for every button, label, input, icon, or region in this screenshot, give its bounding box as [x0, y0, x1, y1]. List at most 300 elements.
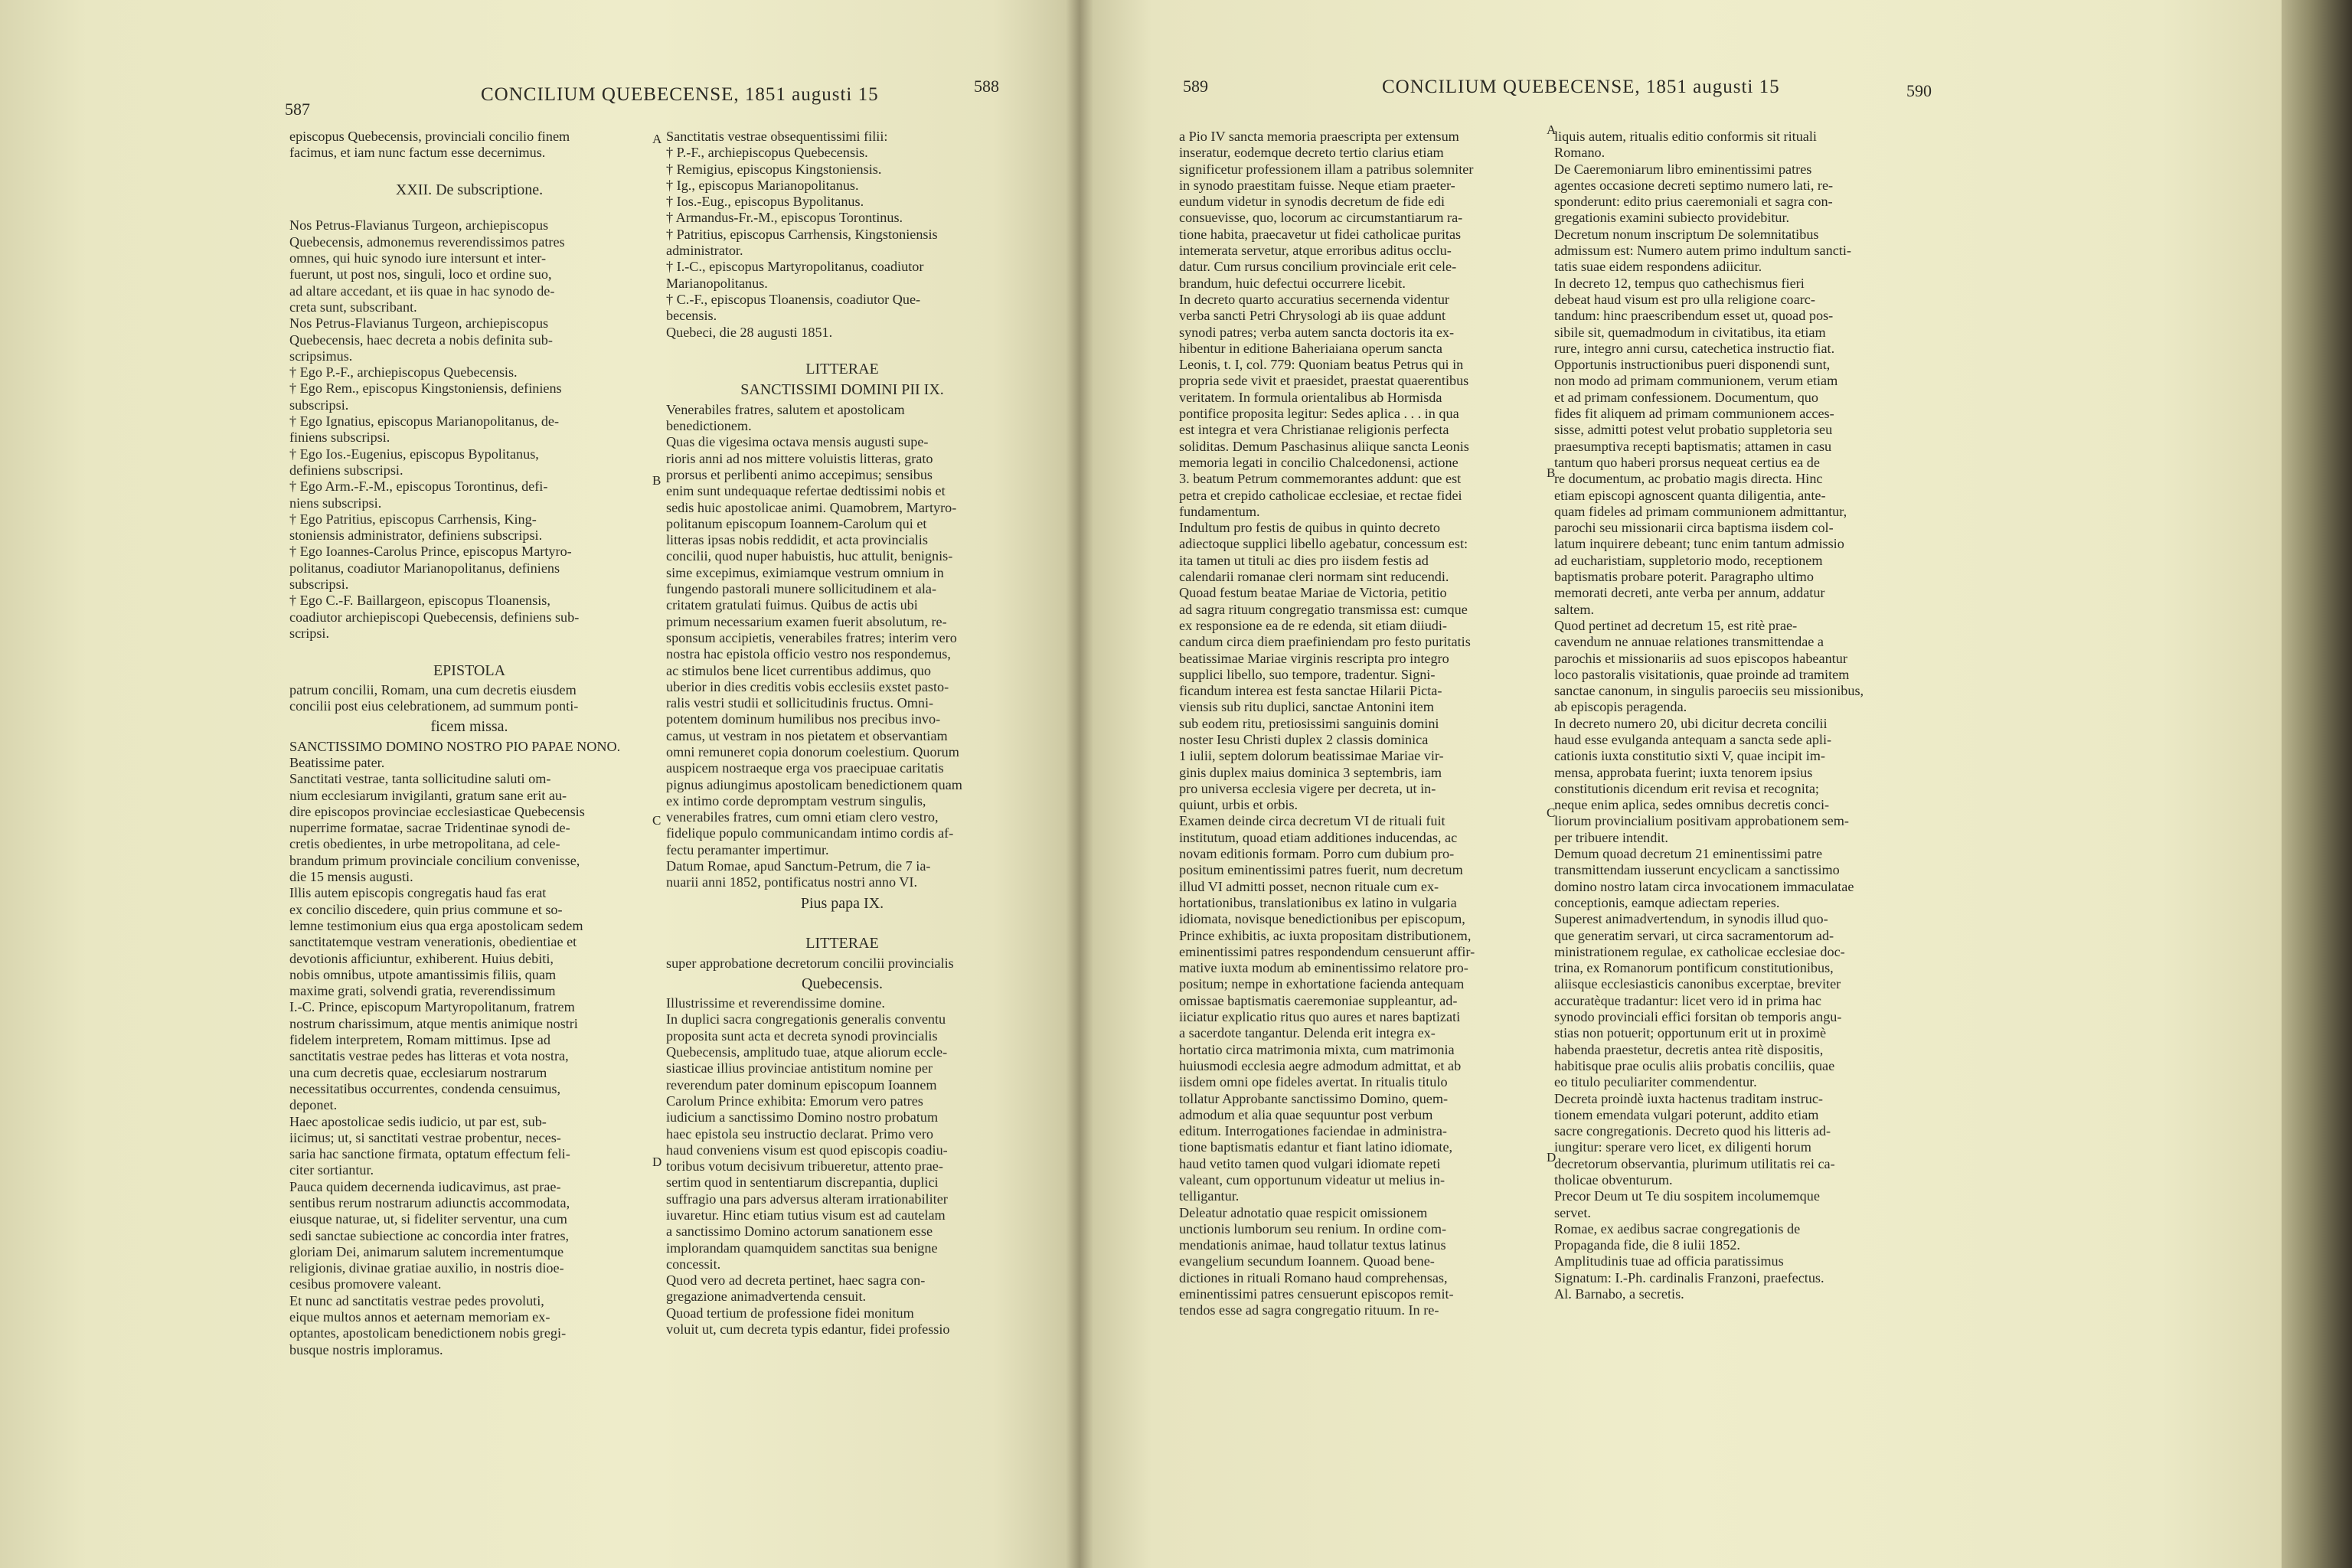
text-line: tione habita, praecavetur ut fidei catholicae puritas — [1179, 226, 1462, 242]
text-line: iiciatur explicatio ritus quo aures et nares baptizati — [1179, 1009, 1461, 1025]
text-line: † Ego Ios.-Eugenius, episcopus Bypolitanus, — [289, 446, 539, 462]
text-line: Et nunc ad sanctitatis vestrae pedes provoluti, — [289, 1292, 544, 1308]
text-line: ex concilio discedere, quin prius commune et so- — [289, 901, 563, 917]
text-line: iudicium a sanctissimo Domino nostro probatum — [666, 1109, 939, 1125]
text-line: Prince exhibitis, ac iuxta propositam distributionem, — [1179, 927, 1472, 943]
text-line: haec epistola seu instructio declarat. Primo vero — [666, 1125, 933, 1142]
text-line: positum eminentissimi patres fuerit, num decretum — [1179, 862, 1463, 878]
text-line: Precor Deum ut Te diu sospitem incolumemque — [1554, 1188, 1820, 1204]
text-line: habenda praestetur, decretis antea ritè dispositis, — [1554, 1041, 1824, 1057]
text-line: enim sunt undequaque refertae dedtissimi nobis et — [666, 483, 946, 499]
margin-letter-d: D — [652, 1155, 662, 1169]
text-line: tendos esse ad sagra congregatio rituum. In re- — [1179, 1302, 1439, 1318]
text-line: eminentissimi patres censuerunt episcopos remit- — [1179, 1286, 1454, 1302]
text-line: Quebeci, die 28 augusti 1851. — [666, 324, 833, 340]
text-line: † Armandus-Fr.-M., episcopus Torontinus. — [666, 210, 903, 226]
text-line: synodi patres; verba autem sancta doctoris ita ex- — [1179, 324, 1455, 340]
text-line: super approbatione decretorum concilii provincialis — [666, 955, 954, 971]
text-line: critatem gratulati fuimus. Quibus de actis ubi — [666, 597, 918, 613]
text-line: In decreto quarto accuratius secernenda videntur — [1179, 291, 1449, 307]
text-line: supplici libello, suo tempore, tradentur. Signi- — [1179, 666, 1436, 682]
text-line: † Ego Patritius, episcopus Carrhensis, King- — [289, 511, 537, 527]
text-line: Signatum: I.-Ph. cardinalis Franzoni, praefectus. — [1554, 1269, 1824, 1285]
text-line: † Ego Ignatius, episcopus Marianopolitanus, de- — [289, 413, 560, 430]
text-line: pontifice proposita legitur: Sedes aplica . . . in qua — [1179, 406, 1459, 422]
text-line: conceptionis, eamque adiectam reperies. — [1554, 894, 1780, 910]
text-line: die 15 mensis augusti. — [289, 869, 413, 885]
text-line: in synodo praestitam fuisse. Neque etiam praeter- — [1179, 177, 1455, 193]
text-line: latum inquirere debeant; tunc enim tantum admissio — [1554, 536, 1844, 552]
margin-letter-d-right: D — [1547, 1150, 1557, 1165]
text-line: sertim quod in sententiarum discrepantia, duplici — [666, 1174, 939, 1191]
text-line: gregazione animadvertenda censuit. — [666, 1289, 867, 1305]
text-line: mensa, approbata fuerint; iuxta tenorem ipsius — [1554, 764, 1813, 780]
text-line: Superest animadvertendum, in synodis illud quo- — [1554, 911, 1828, 927]
text-line: episcopus Quebecensis, provinciali concilio finem — [289, 129, 570, 144]
text-line: cavendum ne annuae relationes transmittendae a — [1554, 634, 1824, 650]
text-line: Nos Petrus-Flavianus Turgeon, archiepiscopus — [289, 315, 549, 332]
text-line: institutum, quoad etiam additiones inducendas, ac — [1179, 829, 1458, 845]
text-line: Venerabiles fratres, salutem et apostolicam — [666, 401, 905, 417]
text-line: debeat haud visum est pro ulla religione coarc- — [1554, 291, 1815, 307]
text-line: primum necessarium examen fuerit absolutum, re- — [666, 613, 947, 629]
page-number-590: 590 — [1906, 81, 1932, 100]
text-line: haud esse evulganda antequam a sancta sede apli- — [1554, 731, 1832, 747]
text-line: ad altare accedant, et iis quae in hac synodo de- — [289, 283, 555, 299]
text-line: concessit. — [666, 1256, 721, 1272]
page-number-587: 587 — [285, 100, 310, 119]
text-line: verba sancti Petri Chrysologi ab iis quae addunt — [1179, 308, 1446, 324]
text-line: servet. — [1554, 1204, 1591, 1220]
text-line: potentem dominum humilibus nos precibus invo- — [666, 711, 941, 727]
text-line: ac stimulos bene licet currentibus addimus, quo — [666, 662, 931, 678]
text-line: calendarii romanae cleri normam sint reducendi. — [1179, 569, 1449, 585]
text-line: I.-C. Prince, episcopum Martyropolitanum, fratrem — [289, 999, 575, 1015]
margin-letter-a: A — [652, 132, 662, 146]
text-line — [289, 642, 649, 658]
text-line: eundum videtur in synodis decretum de fide edi — [1179, 194, 1445, 210]
text-line: sanctitatis vestrae pedes has litteras et vota nostra, — [289, 1048, 569, 1064]
text-line: † Ego Rem., episcopus Kingstoniensis, definiens — [289, 381, 562, 397]
text-line: eiusque naturae, ut, si fideliter serventur, una cum — [289, 1211, 567, 1227]
text-line: † I.-C., episcopus Martyropolitanus, coadiutor — [666, 259, 924, 275]
text-line: intemerata servetur, atque erroribus aditus occlu- — [1179, 243, 1452, 259]
text-line: benedictionem. — [666, 418, 752, 434]
text-line: coadiutor archiepiscopi Quebecensis, definiens sub- — [289, 609, 580, 625]
text-line: XXII. De subscriptione. — [395, 181, 544, 198]
text-line: tollatur Approbante sanctissimo Domino, quem- — [1179, 1090, 1449, 1106]
text-line: mative iuxta modum ab eminentissimo relatore pro- — [1179, 960, 1468, 976]
text-line: memorati decreti, ante verba per annum, addatur — [1554, 585, 1825, 601]
text-line: Sanctitatis vestrae obsequentissimi filii: — [666, 129, 888, 144]
text-line: synodo provinciali effici forsitan ob temporis angu- — [1554, 1009, 1842, 1025]
text-line: baptismatis probare poterit. Paragrapho ultimo — [1554, 569, 1814, 585]
text-line: scripsi. — [289, 625, 330, 641]
text-line: † Ego C.-F. Baillargeon, episcopus Tloanensis, — [289, 593, 550, 609]
text-line: candum circa diem praefiniendam pro festo puritatis — [1179, 634, 1471, 650]
text-line: re documentum, ac probatio magis directa. Hinc — [1554, 471, 1823, 487]
text-line: sacre congregationis. Decreto quod his litteris ad- — [1554, 1123, 1831, 1139]
text-line: Pauca quidem decernenda iudicavimus, ast prae- — [289, 1178, 561, 1194]
text-line: fuerunt, ut post nos, singuli, loco et ordine suo, — [289, 266, 552, 283]
text-line: Quebecensis, admonemus reverendissimos patres — [289, 234, 565, 250]
text-line: tione baptismatis edantur et fiant latino idiomate, — [1179, 1139, 1453, 1155]
text-line: venerabiles fratres, cum omni etiam clero vestro, — [666, 809, 939, 825]
text-line — [666, 341, 1018, 357]
text-line: EPISTOLA — [433, 662, 506, 679]
text-line: prorsus et perlibenti animo accepimus; sensibus — [666, 466, 933, 482]
text-line: tionem emendata vulgari poterunt, addito etiam — [1554, 1106, 1819, 1122]
text-line: SANCTISSIMO DOMINO NOSTRO PIO PAPAE NONO. — [289, 738, 621, 754]
text-line: litteras ipsas nobis reddidit, et acta provincialis — [666, 532, 928, 548]
text-line: dictiones in rituali Romano haud comprehensas, — [1179, 1269, 1448, 1285]
text-line: Decreta proindè iuxta hactenus traditam instruc- — [1554, 1090, 1823, 1106]
text-column-3 — [1179, 129, 1545, 1491]
text-line: per tribuere intendit. — [1554, 829, 1668, 845]
text-line: sentibus rerum nostrarum adiunctis accommodata, — [289, 1195, 570, 1210]
book-gutter — [1066, 0, 1093, 1568]
right-running-header: CONCILIUM QUEBECENSE, 1851 augusti 15 — [1382, 77, 1780, 97]
text-line: Quod pertinet ad decretum 15, est ritè prae- — [1554, 617, 1798, 633]
text-line: pignus adiungimus apostolicam benedictionem quam — [666, 776, 962, 792]
text-line: fectu peramanter impertimur. — [666, 841, 829, 858]
text-line: liquis autem, ritualis editio conformis sit rituali — [1554, 129, 1817, 144]
text-line: † Ego P.-F., archiepiscopus Quebecensis. — [289, 364, 518, 381]
text-line: † Ego Arm.-F.-M., episcopus Torontinus, defi- — [289, 479, 548, 495]
text-line: haud conveniens visum est quod episcopis coadiu- — [666, 1142, 948, 1158]
text-line: patrum concilii, Romam, una cum decretis eiusdem — [289, 681, 577, 697]
text-line: positum; nempe in exhortatione facienda antequam — [1179, 976, 1465, 992]
text-line: editum. Interrogationes faciendae in administra- — [1179, 1123, 1447, 1139]
text-line: trina, ex Romanorum pontificum constitutionibus, — [1554, 960, 1834, 976]
text-line: Amplitudinis tuae ad officia paratissimus — [1554, 1253, 1784, 1269]
text-line: non modo ad primam communionem, verum etiam — [1554, 373, 1838, 389]
text-line: Pius papa IX. — [800, 894, 884, 912]
text-line: a Pio IV sancta memoria praescripta per extensum — [1179, 129, 1459, 144]
text-line: rioris anni ad nos mittere voluistis litteras, grato — [666, 450, 933, 466]
text-line: fidelique populo communicandam intimo cordis af- — [666, 825, 954, 841]
text-line: sponderunt: edito prius caeremoniali et sagra con- — [1554, 194, 1833, 210]
margin-letter-c-right: C — [1547, 805, 1556, 820]
text-column-2 — [666, 129, 1018, 1499]
text-line: ralis vestri studii et sollicitudinis fructus. Omni- — [666, 695, 934, 711]
text-line: concilii, quod nuper habuistis, huc attulit, benignis- — [666, 548, 953, 564]
text-line: Propaganda fide, die 8 iulii 1852. — [1554, 1237, 1740, 1253]
text-line: Deleatur adnotatio quae respicit omissionem — [1179, 1204, 1428, 1220]
text-line: politanus, coadiutor Marianopolitanus, definiens — [289, 560, 560, 576]
text-line: fungendo pastorali munere sollicitudinem et ala- — [666, 581, 937, 597]
text-line: In decreto 12, tempus quo cathechismus fieri — [1554, 275, 1805, 291]
text-line: ad sagra rituum congregatio transmissa est: cumque — [1179, 601, 1468, 617]
text-line: parochi seu missionarii circa baptisma iisdem col- — [1554, 520, 1834, 536]
text-line: decretorum observantia, plurimum utilitatis rei ca- — [1554, 1155, 1835, 1171]
text-line: nium ecclesiarum invigilanti, gratum sane erit au- — [289, 787, 567, 803]
text-line: ginis duplex maius dominica 3 septembris, iam — [1179, 764, 1442, 780]
text-line: mendationis animae, haud tollatur textus latinus — [1179, 1237, 1446, 1253]
text-line: unctionis lumborum seu renium. In ordine com- — [1179, 1220, 1447, 1236]
text-line: quam fideles ad primam communionem admittantur, — [1554, 503, 1847, 519]
text-line: dire episcopos provinciae ecclesiasticae Quebecensis — [289, 803, 585, 819]
text-line: † Ego Ioannes-Carolus Prince, episcopus Martyro- — [289, 544, 572, 560]
text-line: noster Iesu Christi duplex 2 classis dominica — [1179, 731, 1429, 747]
text-line: Quebecensis. — [801, 975, 884, 992]
text-line: LITTERAE — [805, 361, 879, 378]
text-line: illud VI admitti posset, necnon rituale cum ex- — [1179, 878, 1439, 894]
text-line: neque enim aplica, sedes omnibus decretis conci- — [1554, 797, 1830, 813]
text-line: datur. Cum rursus concilium provinciale erit cele- — [1179, 259, 1457, 275]
text-line: fidelem interpretem, Romam mittimus. Ipse ad — [289, 1032, 550, 1048]
text-line: tatis suae eidem respondens adiicitur. — [1554, 259, 1762, 275]
text-line: nuarii anni 1852, pontificatus nostri anno VI. — [666, 874, 917, 890]
text-line: concilii post eius celebrationem, ad summum ponti- — [289, 698, 579, 714]
margin-letter-a-right: A — [1547, 122, 1557, 137]
text-line: brandum primum provinciale concilium convenisse, — [289, 852, 580, 868]
text-line: viensis sub ritu duplici, sanctae Antonini item — [1179, 699, 1434, 715]
text-line: sedis huic apostolicae animi. Quamobrem, Martyro- — [666, 499, 957, 515]
text-line: Indultum pro festis de quibus in quinto decreto — [1179, 520, 1440, 536]
text-line: definiens subscripsi. — [289, 462, 403, 478]
text-line: Decretum nonum inscriptum De solemnitatibus — [1554, 226, 1819, 242]
text-line: idiomata, novisque benedictionibus per episcopum, — [1179, 911, 1465, 927]
text-line: maxime grati, solvendi gratia, reverendissimum — [289, 983, 556, 999]
text-line: † C.-F., episcopus Tloanensis, coadiutor Que- — [666, 291, 921, 307]
text-line: optantes, apostolicam benedictionem nobis gregi- — [289, 1325, 567, 1341]
text-line: significetur professionem illam a patribus solemniter — [1179, 161, 1474, 177]
text-line: iungitur: sperare vero licet, ex diligenti horum — [1554, 1139, 1811, 1155]
text-line: hortationibus, translationibus ex latino in vulgaria — [1179, 894, 1457, 910]
text-line: Romae, ex aedibus sacrae congregationis de — [1554, 1220, 1801, 1236]
text-line: eique multos annos et aeternam memoriam ex- — [289, 1309, 550, 1325]
text-line: propria sede vivit et praesidet, praestat quaerentibus — [1179, 373, 1469, 389]
text-line: Datum Romae, apud Sanctum-Petrum, die 7 ia- — [666, 858, 931, 874]
text-line: In decreto numero 20, ubi dicitur decreta concilii — [1554, 715, 1828, 731]
text-line: inseratur, eodemque decreto tertio clarius etiam — [1179, 145, 1444, 161]
margin-letter-b: B — [652, 473, 662, 488]
text-line: que generatim servari, ut circa sacramentorum ad- — [1554, 927, 1834, 943]
text-line: aliisque ecclesiasticis canonibus excerptae, breviter — [1554, 976, 1841, 992]
text-line: est integra et vera Christianae religionis perfecta — [1179, 422, 1449, 438]
text-line: sanctae canonum, in singulis paroeciis seu missionibus, — [1554, 683, 1864, 699]
text-line: admissum est: Numero autem primo indultum sancti- — [1554, 243, 1851, 259]
text-line: quiunt, urbis et orbis. — [1179, 797, 1298, 813]
text-line: citer sortiantur. — [289, 1162, 374, 1178]
text-line: siasticae illius provinciae antistitum nomine per — [666, 1060, 933, 1076]
text-line: Marianopolitanus. — [666, 275, 768, 291]
text-line: omissae baptismatis caeremoniae suppleantur, ad- — [1179, 992, 1458, 1008]
text-line: habitisque prae oculis aliis probatis conciliis, quae — [1554, 1057, 1835, 1073]
left-running-header: CONCILIUM QUEBECENSE, 1851 augusti 15 — [481, 84, 879, 105]
text-line: Quoad festum beatae Mariae de Victoria, petitio — [1179, 585, 1447, 601]
text-line: † Patritius, episcopus Carrhensis, Kingstoniensis — [666, 226, 938, 242]
text-line: necessitatibus occurrentes, condenda censuimus, — [289, 1080, 561, 1096]
text-line: saria hac sanctione firmata, optatum effectum feli- — [289, 1146, 570, 1162]
text-line: parochis et missionariis ad suos episcopos habeantur — [1554, 650, 1847, 666]
text-line: eminentissimi patres respondendum censuerunt affir- — [1179, 943, 1475, 959]
text-line: Carolum Prince exhibita: Emorum vero patres — [666, 1093, 923, 1109]
text-line: Quebecensis, haec decreta a nobis definita sub- — [289, 332, 553, 348]
text-line: haud vetito tamen quod vulgari idiomate repeti — [1179, 1155, 1441, 1171]
text-line: gregationis examini subiecto providebitur. — [1554, 210, 1790, 226]
text-line: cationis iuxta constitutio sixti V, quae incipit im- — [1554, 748, 1825, 764]
text-line: et ad primam confessionem. Documentum, quo — [1554, 389, 1818, 405]
text-line: ficem missa. — [430, 718, 508, 736]
text-line: telligantur. — [1179, 1188, 1240, 1204]
text-line: stoniensis administrator, definiens subscripsi. — [289, 528, 543, 544]
text-line: subscripsi. — [289, 577, 349, 593]
text-line: Al. Barnabo, a secretis. — [1554, 1286, 1684, 1302]
text-line: tandum: hinc praescribendum esset ut, quoad pos- — [1554, 308, 1834, 324]
text-line: iisdem omni ope fideles avertat. In ritualis titulo — [1179, 1074, 1448, 1090]
text-line: facimus, et iam nunc factum esse decernimus. — [289, 145, 546, 161]
text-line: Beatissime pater. — [289, 754, 385, 770]
page-number-589: 589 — [1183, 77, 1208, 96]
text-line: petra et crepido catholicae ecclesiae, et rectae fidei — [1179, 487, 1462, 503]
text-line: ita tamen ut tituli ac dies pro iisdem festis ad — [1179, 552, 1429, 568]
text-line: 3. beatum Petrum commemorantes addunt: que est — [1179, 471, 1462, 487]
text-line: ex intimo corde depromptam vestrum singulis, — [666, 792, 926, 808]
text-line: ex responsione ea de re edenda, sit etiam diiudi- — [1179, 617, 1447, 633]
text-line: iuvaretur. Hinc etiam tutius visum est ad cautelam — [666, 1207, 946, 1223]
text-line: nostrum charissimum, atque mentis animique nostri — [289, 1015, 578, 1031]
text-line: etiam episcopi agnoscent quanta diligentia, ante- — [1554, 487, 1826, 503]
text-line: religionis, divinae gratiae auxilio, in nostris dioe- — [289, 1260, 564, 1276]
text-line: proposita sunt acta et decreta synodi provincialis — [666, 1027, 938, 1044]
text-line: gloriam Dei, animarum salutem incrementumque — [289, 1243, 564, 1259]
text-line: novam editionis formam. Porro cum dubium pro- — [1179, 846, 1455, 862]
text-line: evangelium secundum Ioannem. Quoad bene- — [1179, 1253, 1435, 1269]
text-line: Demum quoad decretum 21 eminentissimi patre — [1554, 846, 1823, 862]
text-line: Romano. — [1554, 145, 1606, 161]
text-line: deponet. — [289, 1097, 338, 1113]
text-line: consuevisse, quo, locorum ac circumstantiarum ra- — [1179, 210, 1463, 226]
text-line: una cum decretis quae, ecclesiarum nostrarum — [289, 1064, 547, 1080]
text-line: lemne testimonium eius qua erga apostolicam sedem — [289, 917, 583, 933]
text-line: Examen deinde circa decretum VI de rituali fuit — [1179, 813, 1446, 829]
text-line: beatissimae Mariae virginis rescripta pro integro — [1179, 650, 1449, 666]
text-line: suffragio una pars adversus alteram irrationabiliter — [666, 1191, 948, 1207]
text-line: devotionis afficiuntur, exhiberent. Huius debiti, — [289, 950, 554, 966]
text-line: Quod vero ad decreta pertinet, haec sagra con- — [666, 1272, 926, 1289]
text-line: tholicae obventurum. — [1554, 1172, 1673, 1187]
text-line: niens subscripsi. — [289, 495, 382, 511]
text-line: Quebecensis, amplitudo tuae, atque aliorum eccle- — [666, 1044, 948, 1060]
text-line: SANCTISSIMI DOMINI PII IX. — [740, 381, 944, 399]
text-line: cesibus promovere valeant. — [289, 1276, 442, 1292]
text-line: † P.-F., archiepiscopus Quebecensis. — [666, 145, 868, 161]
text-line: loco pastoralis visitationis, quae proinde ad tramitem — [1554, 666, 1850, 682]
text-line: politanum episcopum Ioannem-Carolum qui et — [666, 515, 927, 531]
text-line: scripsimus. — [289, 348, 353, 364]
text-line — [666, 915, 1018, 931]
text-line: Haec apostolicae sedis iudicio, ut par est, sub- — [289, 1113, 547, 1129]
text-line: 1 iulii, septem dolorum beatissimae Mariae vir- — [1179, 748, 1444, 764]
text-column-4 — [1554, 129, 1922, 1491]
text-line: stias non potuerit; opportunum erit ut in proximè — [1554, 1025, 1827, 1041]
text-line: busque nostris imploramus. — [289, 1341, 443, 1357]
text-line: fundamentum. — [1179, 503, 1260, 519]
text-line: eo titulo peculiariter commendentur. — [1554, 1074, 1757, 1090]
text-line: hibentur in editione Baheriaiana operum sancta — [1179, 340, 1442, 356]
text-line: LITTERAE — [805, 935, 879, 952]
text-line: constitutionis dicendum erit revisa et recognita; — [1554, 780, 1819, 796]
text-line: † Remigius, episcopus Kingstoniensis. — [666, 161, 882, 177]
text-line — [289, 201, 649, 217]
text-line: toribus votum decisivum tribueretur, attento prae- — [666, 1158, 943, 1174]
text-line: sponsum accipietis, venerabiles fratres; interim vero — [666, 629, 957, 645]
margin-letter-b-right: B — [1547, 466, 1556, 480]
text-line: sibile sit, quemadmodum in civitatibus, ita etiam — [1554, 324, 1826, 340]
text-line: sime excepimus, eximiamque vestrum omnium in — [666, 564, 944, 580]
text-line: domino nostro latam circa invocationem immaculatae — [1554, 878, 1854, 894]
text-line: fides fit aliquem ad primam communionem acces- — [1554, 406, 1834, 422]
text-line: tantum quo haberi prorsus nequeat certius ea de — [1554, 454, 1820, 470]
text-line: ficandum interea est festa sanctae Hilarii Picta- — [1179, 683, 1442, 699]
text-line: becensis. — [666, 308, 717, 324]
text-line: ad eucharistiam, suppletorio modo, receptionem — [1554, 552, 1823, 568]
text-line: transmittendam iusserunt encyclicam a sanctissimo — [1554, 862, 1840, 878]
text-line: omnes, qui huic synodo iure intersunt et inter- — [289, 250, 547, 266]
page-stack-edge — [2282, 0, 2352, 1568]
text-line: De Caeremoniarum libro eminentissimi patres — [1554, 161, 1812, 177]
text-line: soliditas. Demum Paschasinus aliique sancta Leonis — [1179, 438, 1469, 454]
text-line: Opportunis instructionibus pueri disponendi sunt, — [1554, 357, 1831, 373]
text-line: Illis autem episcopis congregatis haud fas erat — [289, 885, 547, 901]
text-line: veritatem. In formula orientalibus ab Hormisda — [1179, 389, 1442, 405]
text-line — [289, 162, 649, 178]
text-line: omni remuneret copia donorum coelestium. Quorum — [666, 743, 959, 760]
text-line: valeant, cum opportunum videatur ut melius in- — [1179, 1172, 1446, 1187]
text-line: hortatio circa matrimonia mixta, cum matrimonia — [1179, 1041, 1455, 1057]
text-line: sanctitatemque vestram venerationis, obedientiae et — [289, 934, 577, 950]
text-line: subscripsi. — [289, 397, 349, 413]
text-line: creta sunt, subscribant. — [289, 299, 417, 315]
text-line: sub eodem ritu, pretiosissimi sanguinis domini — [1179, 715, 1439, 731]
text-line: administrator. — [666, 243, 743, 259]
text-line: voluit ut, cum decreta typis edantur, fidei professio — [666, 1321, 950, 1338]
text-line: nobis omnibus, utpote amantissimis filiis, quam — [289, 966, 557, 982]
text-line: praesumptiva recepti baptismatis; attamen in casu — [1554, 438, 1832, 454]
text-line: ab episcopis peragenda. — [1554, 699, 1687, 715]
text-line: ministrationem regulae, ex catholicae ecclesiae doc- — [1554, 943, 1845, 959]
text-line: agentes occasione decreti septimo numero lati, re- — [1554, 177, 1834, 193]
text-line: Quas die vigesima octava mensis augusti supe- — [666, 434, 929, 450]
text-line: sisse, admitti potest velut probatio suppletoria seu — [1554, 422, 1833, 438]
margin-letter-c: C — [652, 813, 662, 828]
text-line: cretis obedientes, in urbe metropolitana, ad cele- — [289, 836, 560, 852]
text-line: adiectoque supplici libello agebatur, concessum est: — [1179, 536, 1468, 552]
text-line: nostra hac epistola officio vestro nos respondemus, — [666, 646, 951, 662]
text-line: accuratèque tradantur: licet vero id in prima hac — [1554, 992, 1821, 1008]
text-line: memoria legati in concilio Chalcedonensi, actione — [1179, 454, 1459, 470]
text-line: liorum provincialium positivam approbationem sem- — [1554, 813, 1849, 829]
text-line: huiusmodi ecclesia aegre admodum admittat, et ab — [1179, 1057, 1462, 1073]
text-line: Leonis, t. I, col. 779: Quoniam beatus Petrus qui in — [1179, 357, 1464, 373]
text-line: a sanctissimo Domino actorum sanationem esse — [666, 1223, 933, 1240]
text-line: camus, ut vestram in nos pietatem et observantiam — [666, 727, 948, 743]
text-line: reverendum pater dominum episcopum Ioannem — [666, 1076, 937, 1093]
text-line: brandum, huic defectui occurrere licebit. — [1179, 275, 1406, 291]
text-line: implorandam quamquidem sanctitas sua benigne — [666, 1240, 938, 1256]
text-line: pro universa ecclesia vigere per decreta, ut in- — [1179, 780, 1436, 796]
text-line: sedi sanctae subiectione ac concordia inter fratres, — [289, 1227, 570, 1243]
text-line: Nos Petrus-Flavianus Turgeon, archiepiscopus — [289, 217, 549, 234]
text-line: admodum et alia quae sequuntur post verbum — [1179, 1106, 1433, 1122]
text-line: † Ig., episcopus Marianopolitanus. — [666, 177, 859, 193]
text-line: In duplici sacra congregationis generalis conventu — [666, 1011, 946, 1027]
text-line: iicimus; ut, si sanctitati vestrae probentur, neces- — [289, 1129, 561, 1145]
text-line: † Ios.-Eug., episcopus Bypolitanus. — [666, 194, 864, 210]
text-line: rure, integro anni cursu, catechetica instructio fiat. — [1554, 340, 1835, 356]
